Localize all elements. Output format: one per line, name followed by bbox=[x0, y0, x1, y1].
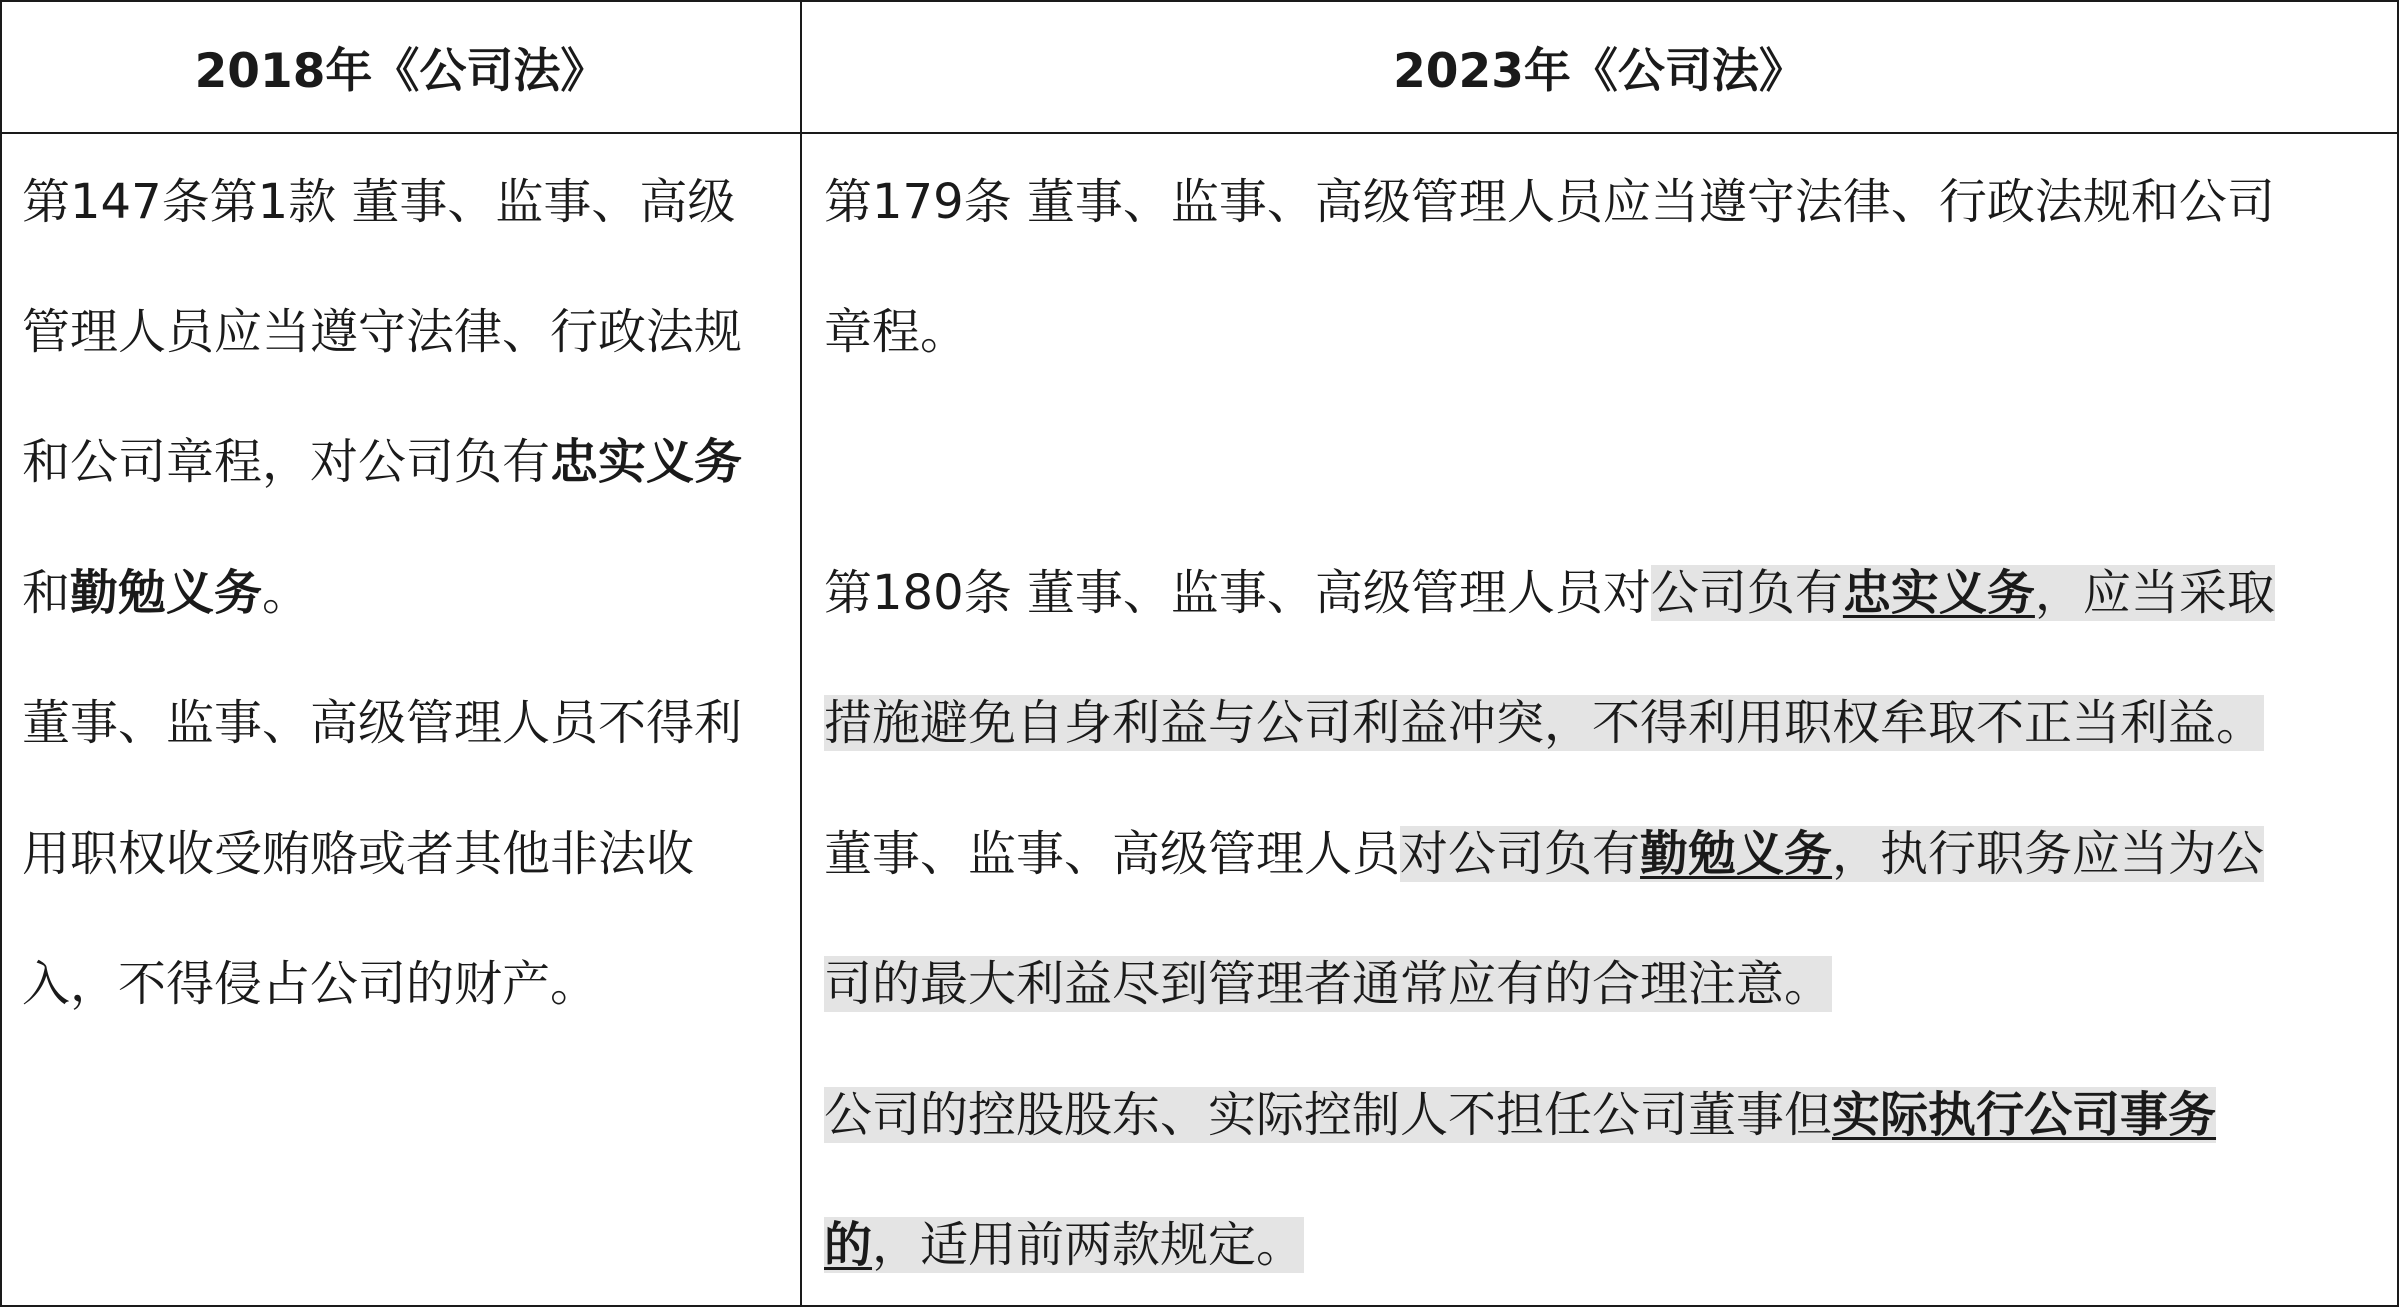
diligence-duty-term: 勤勉义务 bbox=[1640, 826, 1833, 882]
column-header-2023: 2023年《公司法》 bbox=[1393, 43, 1806, 99]
loyalty-duty-term: 忠实义务 bbox=[550, 434, 743, 490]
loyalty-duty-term: 忠实义务 bbox=[1842, 565, 2035, 621]
text-line bbox=[824, 943, 1832, 1025]
highlighted-text: 措施避免自身利益与公司利益冲突，不得利用职权牟取不正当利益。 bbox=[824, 695, 2265, 751]
text-line bbox=[824, 1074, 2216, 1156]
text-line: 董事、监事、高级管理人员对公司负有勤勉义务，执行职务应当为公 bbox=[824, 826, 2265, 882]
highlighted-text: 公司负有忠实义务，应当采取 bbox=[1650, 565, 2275, 621]
table-left-border bbox=[0, 0, 2, 1307]
cell-2023-articles-179-180 bbox=[824, 0, 2384, 1300]
highlighted-text: 对公司负有勤勉义务，执行职务应当为公 bbox=[1400, 826, 2265, 882]
text-line: 和公司章程，对公司负有忠实义务 bbox=[22, 434, 743, 490]
table-column-divider bbox=[800, 0, 802, 1307]
text-line bbox=[824, 682, 2264, 764]
column-header-2018: 2018年《公司法》 bbox=[194, 43, 608, 99]
highlighted-text: 司的最大利益尽到管理者通常应有的合理注意。 bbox=[824, 956, 1833, 1012]
text-line: 第147条第1款 董事、监事、高级 bbox=[22, 174, 736, 230]
de-facto-director-term: 实际执行公司事务 bbox=[1832, 1087, 2217, 1143]
text-line: 章程。 bbox=[824, 304, 969, 360]
text-line: 第180条 董事、监事、高级管理人员对公司负有忠实义务，应当采取 bbox=[824, 565, 2275, 621]
text-line: 第179条 董事、监事、高级管理人员应当遵守法律、行政法规和公司 bbox=[824, 174, 2275, 230]
text-line bbox=[824, 1204, 1304, 1286]
text-line: 董事、监事、高级管理人员不得利 bbox=[22, 695, 743, 751]
text-line: 入，不得侵占公司的财产。 bbox=[22, 956, 599, 1012]
highlighted-text: 公司的控股股东、实际控制人不担任公司董事但实际执行公司事务 bbox=[824, 1087, 2217, 1143]
text-line: 用职权收受贿赂或者其他非法收 bbox=[22, 826, 695, 882]
cell-2018-article-147 bbox=[22, 0, 792, 1300]
diligence-duty-term: 勤勉义务 bbox=[70, 565, 263, 621]
highlighted-text: 的，适用前两款规定。 bbox=[824, 1217, 1305, 1273]
text-line: 和勤勉义务。 bbox=[22, 565, 311, 621]
text-line: 管理人员应当遵守法律、行政法规 bbox=[22, 304, 743, 360]
